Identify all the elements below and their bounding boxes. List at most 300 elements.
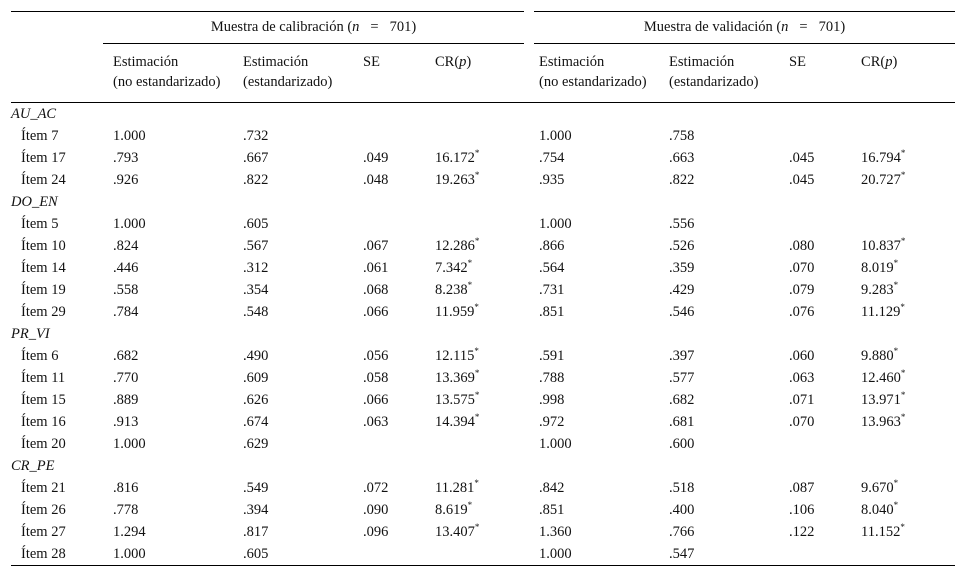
cell-value: .793 <box>113 150 139 166</box>
cell-v2 <box>669 279 789 301</box>
cell-value: .063 <box>363 414 389 430</box>
cell-v4 <box>861 257 955 279</box>
column-header-7 <box>861 44 955 103</box>
table-row <box>11 367 955 389</box>
cell-v4 <box>861 301 955 323</box>
cell-v2 <box>669 345 789 367</box>
cell-c4 <box>435 257 529 279</box>
cell-value: 11.129 <box>861 304 901 320</box>
significance-mark: * <box>467 500 473 510</box>
item-label: Ítem 17 <box>21 150 66 166</box>
cell-value: .070 <box>789 260 815 276</box>
section-row <box>11 455 955 477</box>
cell-value: .446 <box>113 260 139 276</box>
cell-c2 <box>243 213 363 235</box>
significance-mark: * <box>900 522 905 532</box>
cell-v2 <box>669 477 789 499</box>
cell-value: .080 <box>789 238 815 254</box>
table-row <box>11 125 955 147</box>
cell-value: .526 <box>669 238 695 254</box>
cell-value: .066 <box>363 392 389 408</box>
cell-value: .400 <box>669 502 695 518</box>
col-label-italic: p <box>459 54 467 70</box>
cell-v1 <box>529 367 669 389</box>
group-header-row <box>11 12 955 44</box>
cell-v3 <box>789 169 861 191</box>
significance-mark: * <box>900 236 906 246</box>
cell-c1 <box>103 279 243 301</box>
column-header-0 <box>103 44 243 103</box>
cell-c1 <box>103 411 243 433</box>
cell-c1 <box>103 213 243 235</box>
cell-c1 <box>103 389 243 411</box>
cell-value: .564 <box>539 260 565 276</box>
table-row <box>11 301 955 323</box>
cell-value: 1.000 <box>113 128 146 144</box>
results-table <box>11 11 955 566</box>
cell-value: .816 <box>113 480 139 496</box>
significance-mark: * <box>900 390 906 400</box>
cell-v1 <box>529 301 669 323</box>
cell-value: .122 <box>789 524 815 540</box>
col-label-line2: (estandarizado) <box>243 74 333 90</box>
cell-c2 <box>243 169 363 191</box>
cell-v4 <box>861 125 955 147</box>
cell-v4 <box>861 499 955 521</box>
cell-c3 <box>363 235 435 257</box>
cell-value: .490 <box>243 348 269 364</box>
cell-c4 <box>435 411 529 433</box>
cell-v4 <box>861 477 955 499</box>
cell-v4 <box>861 279 955 301</box>
cell-c4 <box>435 521 529 543</box>
cell-c4 <box>435 477 529 499</box>
cell-value: 12.460 <box>861 370 901 386</box>
column-header-1 <box>243 44 363 103</box>
col-label-line1: SE <box>363 54 380 70</box>
cell-c1 <box>103 301 243 323</box>
significance-mark: * <box>893 346 899 356</box>
cell-c1 <box>103 367 243 389</box>
cell-v3 <box>789 499 861 521</box>
cell-v3 <box>789 389 861 411</box>
table-row <box>11 543 955 566</box>
table-row <box>11 499 955 521</box>
cell-value: .822 <box>243 172 269 188</box>
column-header-5 <box>669 44 789 103</box>
significance-mark: * <box>893 258 899 268</box>
cell-c2 <box>243 147 363 169</box>
cell-v3 <box>789 521 861 543</box>
cell-v3 <box>789 279 861 301</box>
cell-c3 <box>363 367 435 389</box>
cell-value: 1.000 <box>113 546 146 562</box>
cell-value: 7.342 <box>435 260 468 276</box>
col-label: CR( <box>861 54 886 70</box>
cell-value: .070 <box>789 414 815 430</box>
cell-value: .359 <box>669 260 695 276</box>
cell-value: .066 <box>363 304 389 320</box>
cell-v4 <box>861 169 955 191</box>
cell-v3 <box>789 543 861 566</box>
significance-mark: * <box>900 412 906 422</box>
cell-c2 <box>243 367 363 389</box>
cell-c1 <box>103 345 243 367</box>
cell-v4 <box>861 521 955 543</box>
cell-c4 <box>435 147 529 169</box>
cell-c2 <box>243 389 363 411</box>
cell-value: .397 <box>669 348 695 364</box>
cell-value: .045 <box>789 150 815 166</box>
cell-value: .667 <box>243 150 269 166</box>
cell-v1 <box>529 125 669 147</box>
cell-v2 <box>669 213 789 235</box>
table-row <box>11 521 955 543</box>
cell-value: 8.619 <box>435 502 468 518</box>
table-row <box>11 389 955 411</box>
cell-value: 11.281 <box>435 480 475 496</box>
column-header-2 <box>363 44 435 103</box>
calibration-label: Muestra de calibración ( <box>210 19 353 35</box>
table-row <box>11 169 955 191</box>
cell-value: .071 <box>789 392 815 408</box>
cell-v1 <box>529 213 669 235</box>
significance-mark: * <box>474 346 479 356</box>
cell-c4 <box>435 499 529 521</box>
cell-c2 <box>243 235 363 257</box>
cell-value: 16.794 <box>861 150 901 166</box>
cell-value: 1.000 <box>539 128 572 144</box>
cell-value: 10.837 <box>861 238 901 254</box>
cell-c3 <box>363 169 435 191</box>
cell-c4 <box>435 389 529 411</box>
cell-v3 <box>789 147 861 169</box>
cell-value: .935 <box>539 172 565 188</box>
col-label: CR( <box>435 54 460 70</box>
col-label-end: ) <box>466 54 472 70</box>
item-label: Ítem 15 <box>21 392 66 408</box>
significance-mark: * <box>900 170 906 180</box>
cell-value: 13.963 <box>861 414 901 430</box>
cell-value: .548 <box>243 304 269 320</box>
significance-mark: * <box>900 368 906 378</box>
cell-value: .889 <box>113 392 139 408</box>
cell-v1 <box>529 345 669 367</box>
cell-v3 <box>789 433 861 455</box>
cell-c3 <box>363 521 435 543</box>
cell-value: .546 <box>669 304 695 320</box>
significance-mark: * <box>474 148 480 158</box>
section-label: DO_EN <box>11 194 58 210</box>
cell-value: .312 <box>243 260 269 276</box>
cell-v2 <box>669 257 789 279</box>
cell-value: .072 <box>363 480 389 496</box>
cell-c1 <box>103 521 243 543</box>
significance-mark: * <box>467 280 473 290</box>
cell-value: .758 <box>669 128 695 144</box>
col-label-line1: Estimación <box>113 54 179 70</box>
cell-v4 <box>861 345 955 367</box>
cell-value: 13.971 <box>861 392 901 408</box>
significance-mark: * <box>893 500 899 510</box>
cell-value: .998 <box>539 392 565 408</box>
col-label-line1: Estimación <box>243 54 309 70</box>
cell-value: .605 <box>243 216 269 232</box>
cell-c3 <box>363 257 435 279</box>
cell-value: 8.040 <box>861 502 894 518</box>
table-row <box>11 345 955 367</box>
item-label: Ítem 20 <box>21 436 66 452</box>
cell-value: 1.294 <box>113 524 146 540</box>
table-row <box>11 235 955 257</box>
item-label: Ítem 11 <box>21 370 66 386</box>
empty-header-cell <box>11 44 103 103</box>
cell-v1 <box>529 169 669 191</box>
cell-value: .681 <box>669 414 695 430</box>
calibration-n-value: 701 <box>389 19 412 35</box>
cell-c3 <box>363 345 435 367</box>
item-label: Ítem 10 <box>21 238 66 254</box>
cell-value: .061 <box>363 260 389 276</box>
cell-c1 <box>103 477 243 499</box>
col-label-line2: (no estandarizado) <box>539 74 647 90</box>
cell-c1 <box>103 433 243 455</box>
cell-value: .354 <box>243 282 269 298</box>
cell-value: 12.286 <box>435 238 475 254</box>
cell-value: .076 <box>789 304 815 320</box>
cell-value: .106 <box>789 502 815 518</box>
cell-v4 <box>861 235 955 257</box>
cell-v2 <box>669 411 789 433</box>
cell-value: .663 <box>669 150 695 166</box>
cell-value: 1.000 <box>113 436 146 452</box>
item-label: Ítem 26 <box>21 502 66 518</box>
cell-value: 13.407 <box>435 524 475 540</box>
cell-value: 8.019 <box>861 260 894 276</box>
cell-value: .600 <box>669 436 695 452</box>
cell-value: .817 <box>243 524 269 540</box>
cell-c2 <box>243 543 363 566</box>
cell-v4 <box>861 433 955 455</box>
section-row <box>11 323 955 345</box>
cell-value: .063 <box>789 370 815 386</box>
cell-v3 <box>789 367 861 389</box>
col-label-line2: (no estandarizado) <box>113 74 221 90</box>
cell-c3 <box>363 301 435 323</box>
cell-value: 8.238 <box>435 282 468 298</box>
table-row <box>11 477 955 499</box>
cell-value: 19.263 <box>435 172 475 188</box>
significance-mark: * <box>893 280 899 290</box>
cell-value: .567 <box>243 238 269 254</box>
cell-c4 <box>435 213 529 235</box>
cell-value: .788 <box>539 370 565 386</box>
cell-c1 <box>103 257 243 279</box>
item-label: Ítem 7 <box>21 128 59 144</box>
cell-value: .556 <box>669 216 695 232</box>
cell-value: .851 <box>539 304 565 320</box>
cell-value: .577 <box>669 370 695 386</box>
cell-value: .732 <box>243 128 269 144</box>
significance-mark: * <box>900 148 906 158</box>
column-header-4 <box>529 44 669 103</box>
cell-v3 <box>789 235 861 257</box>
cell-c2 <box>243 477 363 499</box>
col-label-italic: p <box>885 54 893 70</box>
significance-mark: * <box>893 478 899 488</box>
cell-v1 <box>529 521 669 543</box>
cell-v2 <box>669 367 789 389</box>
cell-v1 <box>529 477 669 499</box>
table-row <box>11 411 955 433</box>
cell-v4 <box>861 543 955 566</box>
significance-mark: * <box>474 170 480 180</box>
significance-mark: * <box>474 522 480 532</box>
cell-v2 <box>669 389 789 411</box>
cell-value: 1.000 <box>539 216 572 232</box>
cell-c2 <box>243 279 363 301</box>
cell-v2 <box>669 125 789 147</box>
cell-v4 <box>861 213 955 235</box>
cell-value: .058 <box>363 370 389 386</box>
cell-c3 <box>363 279 435 301</box>
cell-v1 <box>529 389 669 411</box>
cell-value: 9.880 <box>861 348 894 364</box>
cell-value: .079 <box>789 282 815 298</box>
cell-value: 11.152 <box>861 524 901 540</box>
table-row <box>11 257 955 279</box>
calibration-close: ) <box>411 19 417 35</box>
section-label: CR_PE <box>11 458 55 474</box>
cell-value: .866 <box>539 238 565 254</box>
cell-c1 <box>103 543 243 566</box>
cell-value: .090 <box>363 502 389 518</box>
validation-equals: = <box>799 19 808 35</box>
cell-v2 <box>669 301 789 323</box>
cell-v2 <box>669 521 789 543</box>
cell-c2 <box>243 411 363 433</box>
cell-value: .754 <box>539 150 565 166</box>
col-label-end: ) <box>892 54 898 70</box>
cell-value: .096 <box>363 524 389 540</box>
cell-v2 <box>669 235 789 257</box>
significance-mark: * <box>474 478 479 488</box>
cell-c3 <box>363 499 435 521</box>
cell-c1 <box>103 169 243 191</box>
cell-v4 <box>861 411 955 433</box>
cell-c3 <box>363 433 435 455</box>
col-label-line1: Estimación <box>669 54 735 70</box>
cell-value: .060 <box>789 348 815 364</box>
cell-value: .824 <box>113 238 139 254</box>
cell-c2 <box>243 345 363 367</box>
item-label: Ítem 5 <box>21 216 59 232</box>
cell-c4 <box>435 345 529 367</box>
cell-v3 <box>789 345 861 367</box>
cell-value: .056 <box>363 348 389 364</box>
cell-c1 <box>103 499 243 521</box>
column-header-row <box>11 44 955 103</box>
validation-header <box>529 12 955 44</box>
cell-value: 13.369 <box>435 370 475 386</box>
calibration-n-symbol: n <box>352 19 360 35</box>
cell-c4 <box>435 235 529 257</box>
item-label: Ítem 14 <box>21 260 66 276</box>
cell-value: .087 <box>789 480 815 496</box>
cell-c4 <box>435 279 529 301</box>
significance-mark: * <box>467 258 473 268</box>
cell-value: .822 <box>669 172 695 188</box>
cell-v1 <box>529 235 669 257</box>
cell-value: .067 <box>363 238 389 254</box>
validation-close: ) <box>840 19 846 35</box>
cell-value: .926 <box>113 172 139 188</box>
cell-c4 <box>435 433 529 455</box>
cell-c4 <box>435 125 529 147</box>
section-row <box>11 103 955 126</box>
cell-c1 <box>103 147 243 169</box>
significance-mark: * <box>474 368 480 378</box>
cell-c2 <box>243 301 363 323</box>
cell-c4 <box>435 169 529 191</box>
cell-v4 <box>861 389 955 411</box>
cell-c1 <box>103 125 243 147</box>
cell-value: .049 <box>363 150 389 166</box>
cell-c4 <box>435 301 529 323</box>
cell-v3 <box>789 301 861 323</box>
calibration-equals: = <box>370 19 379 35</box>
col-label-line2: (estandarizado) <box>669 74 759 90</box>
cell-value: 1.000 <box>539 546 572 562</box>
cell-value: 12.115 <box>435 348 475 364</box>
cell-value: 11.959 <box>435 304 475 320</box>
cell-c2 <box>243 433 363 455</box>
cell-v1 <box>529 499 669 521</box>
cell-value: .851 <box>539 502 565 518</box>
significance-mark: * <box>474 302 479 312</box>
col-label-line1: Estimación <box>539 54 605 70</box>
cell-v1 <box>529 279 669 301</box>
cell-c2 <box>243 125 363 147</box>
significance-mark: * <box>900 302 905 312</box>
cell-value: .558 <box>113 282 139 298</box>
cell-v1 <box>529 147 669 169</box>
cell-value: 20.727 <box>861 172 901 188</box>
cell-v4 <box>861 147 955 169</box>
cell-v2 <box>669 499 789 521</box>
cell-value: 1.000 <box>113 216 146 232</box>
column-header-3 <box>435 44 529 103</box>
cell-c3 <box>363 477 435 499</box>
cell-value: .766 <box>669 524 695 540</box>
cell-v1 <box>529 411 669 433</box>
cell-value: 16.172 <box>435 150 475 166</box>
cell-c2 <box>243 257 363 279</box>
item-label: Ítem 28 <box>11 543 103 566</box>
col-label-line1: SE <box>789 54 806 70</box>
cell-v3 <box>789 125 861 147</box>
significance-mark: * <box>474 412 480 422</box>
results-table-container <box>11 11 955 566</box>
cell-value: .674 <box>243 414 269 430</box>
cell-value: .770 <box>113 370 139 386</box>
section-row <box>11 191 955 213</box>
section-label: AU_AC <box>11 106 57 122</box>
section-label: PR_VI <box>11 326 50 342</box>
cell-v2 <box>669 433 789 455</box>
significance-mark: * <box>474 236 480 246</box>
table-row <box>11 279 955 301</box>
